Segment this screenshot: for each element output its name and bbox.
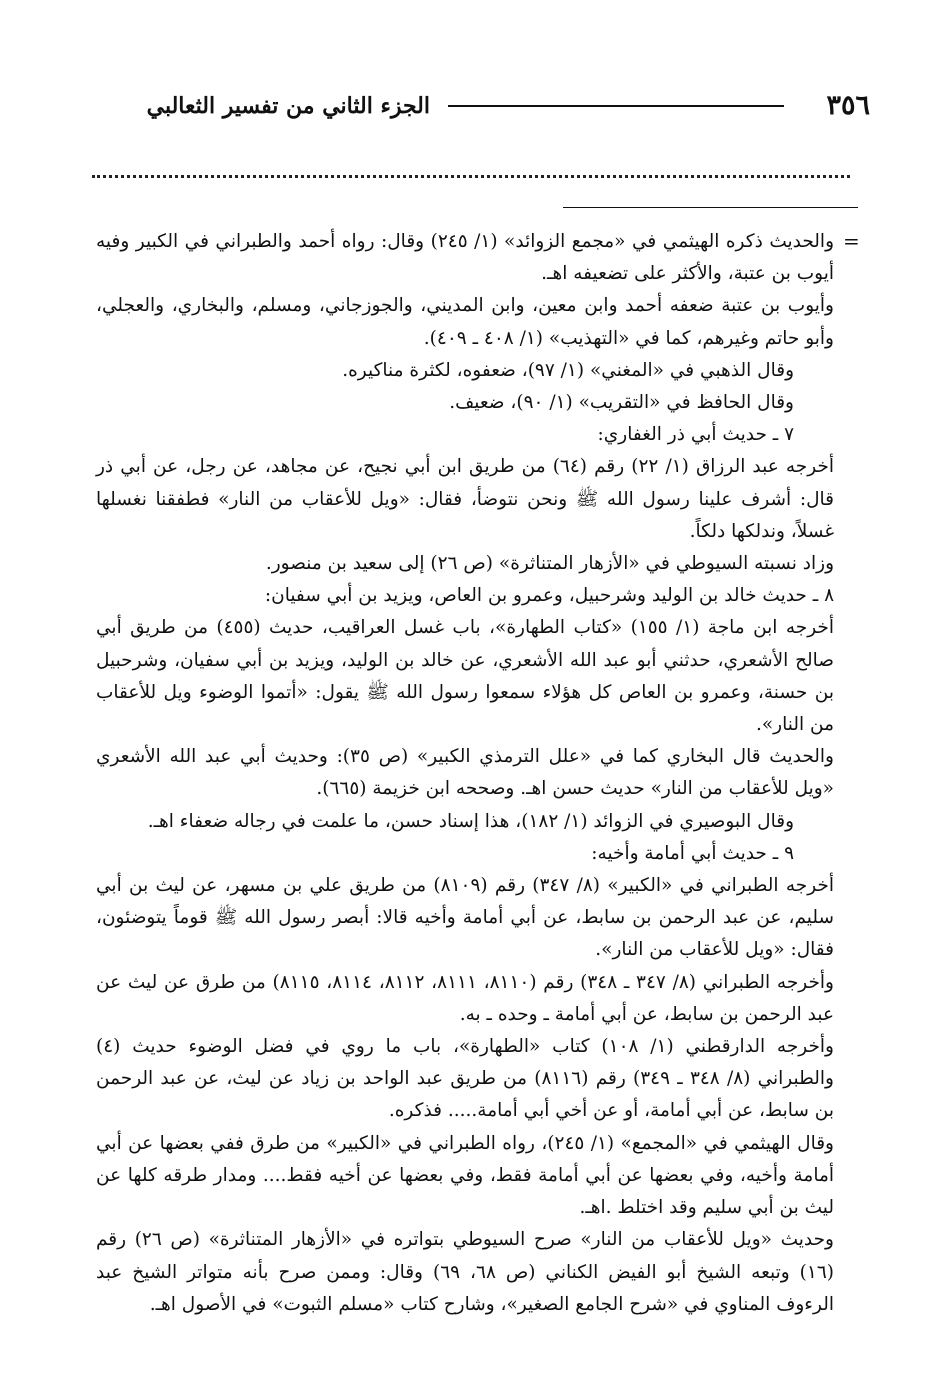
paragraph-dhahabi-mughni: وقال الذهبي في «المغني» (١/ ٩٧)، ضعفوه، لكثرة مناكيره. — [342, 359, 794, 381]
paragraph-hafiz-taqrib: وقال الحافظ في «التقريب» (١/ ٩٠)، ضعيف. — [449, 392, 794, 414]
paragraph-busiri: وقال البوصيري في الزوائد (١/ ١٨٢)، هذا إسناد حسن، ما علمت في رجاله ضعفاء اهـ. — [147, 810, 794, 832]
dotted-separator — [92, 175, 850, 178]
paragraph-haythami-majma-2: وقال الهيثمي في «المجمع» (١/ ٢٤٥)، رواه الطبراني في «الكبير» من طرق ففي بعضها عن أبي أمامة وأخيه، وفي بعضها عن أبي أمامة فقط، وفي بعضها عن أخيه فقط.... ومدار طرقه كلها عن ليث بن أبي سليم وقد اختلط .اهـ. — [96, 1132, 834, 1219]
header-rule — [448, 105, 784, 107]
paragraph-daraqutni: وأخرجه الدارقطني (١/ ١٠٨) كتاب «الطهارة»، باب ما روي في فضل الوضوء حديث (٤) والطبراني (٨/ ٣٤٨ ـ ٣٤٩) رقم (٨١١٦) من طريق عبد الواحد بن زياد عن ليث، عن عبد الرحمن بن سابط، عن أبي أمامة، أو عن أخي أبي أمامة..... فذكره. — [96, 1036, 834, 1122]
paragraph-tabarani-kabir: أخرجه الطبراني في «الكبير» (٨/ ٣٤٧) رقم (٨١٠٩) من طريق علي بن مسهر، عن ليث بن أبي سليم، عن عبد الرحمن بن سابط، عن أبي أمامة وأخيه قالا: أبصر رسول الله ﷺ قوماً يتوضئون، فقال: «ويل للأعقاب من النار». — [96, 875, 834, 961]
footnote-text — [96, 226, 834, 1321]
paragraph-abd-al-razzaq: أخرجه عبد الرزاق (١/ ٢٢) رقم (٦٤) من طريق ابن أبي نجيح، عن مجاهد، عن رجل، عن أبي ذر قال: أشرف علينا رسول الله ﷺ ونحن نتوضأ، فقال: «ويل للأعقاب من النار» فطفقنا نغسلها غسلاً، وندلكها دلكاً. — [96, 456, 834, 542]
footnote-continuation-mark: = — [843, 229, 860, 253]
paragraph-haythami-majma: والحديث ذكره الهيثمي في «مجمع الزوائد» (١/ ٢٤٥) وقال: رواه أحمد والطبراني في الكبير وفيه أيوب بن عتبة، والأكثر على تضعيفه اهـ. — [96, 231, 834, 285]
heading-hadith-7: ٧ ـ حديث أبي ذر الغفاري: — [597, 424, 794, 446]
page-header — [90, 88, 870, 128]
paragraph-ayyub-ibn-utbah: وأيوب بن عتبة ضعفه أحمد وابن معين، وابن المديني، والجوزجاني، ومسلم، والبخاري، والعجلي، وأبو حاتم وغيرهم، كما في «التهذيب» (١/ ٤٠٨ ـ ٤٠٩). — [96, 295, 834, 349]
running-title: الجزء الثاني من تفسير الثعالبي — [146, 93, 430, 119]
page-number: ٣٥٦ — [826, 90, 870, 121]
paragraph-bukhari-ilal: والحديث قال البخاري كما في «علل الترمذي الكبير» (ص ٣٥): وحديث أبي عبد الله الأشعري «ويل للأعقاب من النار» حديث حسن اهـ. وصححه ابن خزيمة (٦٦٥). — [96, 746, 834, 800]
paragraph-tabarani-turuq: وأخرجه الطبراني (٨/ ٣٤٧ ـ ٣٤٨) رقم (٨١١٠، ٨١١١، ٨١١٢، ٨١١٤، ٨١١٥) من طرق عن ليث عن عبد الرحمن بن سابط، عن أبي أمامة ـ وحده ـ به. — [96, 971, 834, 1025]
footnote-rule — [563, 207, 858, 208]
paragraph-suyuti-azhar: وزاد نسبته السيوطي في «الأزهار المتناثرة» (ص ٢٦) إلى سعيد بن منصور. — [265, 553, 834, 575]
heading-hadith-9: ٩ ـ حديث أبي أمامة وأخيه: — [591, 842, 794, 864]
heading-hadith-8: ٨ ـ حديث خالد بن الوليد وشرحبيل، وعمرو بن العاص، ويزيد بن أبي سفيان: — [264, 585, 834, 607]
paragraph-ibn-majah: أخرجه ابن ماجة (١/ ١٥٥) «كتاب الطهارة»، باب غسل العراقيب، حديث (٤٥٥) من طريق أبي صالح الأشعري، حدثني أبو عبد الله الأشعري، عن خالد بن الوليد، ويزيد بن أبي سفيان، وشرحبيل بن حسنة، وعمرو بن العاص كل هؤلاء سمعوا رسول الله ﷺ يقول: «أتموا الوضوء ويل للأعقاب من النار». — [96, 617, 834, 736]
paragraph-tawatur: وحديث «ويل للأعقاب من النار» صرح السيوطي بتواتره في «الأزهار المتناثرة» (ص ٢٦) رقم (١٦) وتبعه الشيخ أبو الفيض الكناني (ص ٦٨، ٦٩) وقال: وممن صرح بأنه متواتر الشيخ عبد الرءوف المناوي في «شرح الجامع الصغير»، وشارح كتاب «مسلم الثبوت» في الأصول اهـ. — [96, 1229, 834, 1315]
